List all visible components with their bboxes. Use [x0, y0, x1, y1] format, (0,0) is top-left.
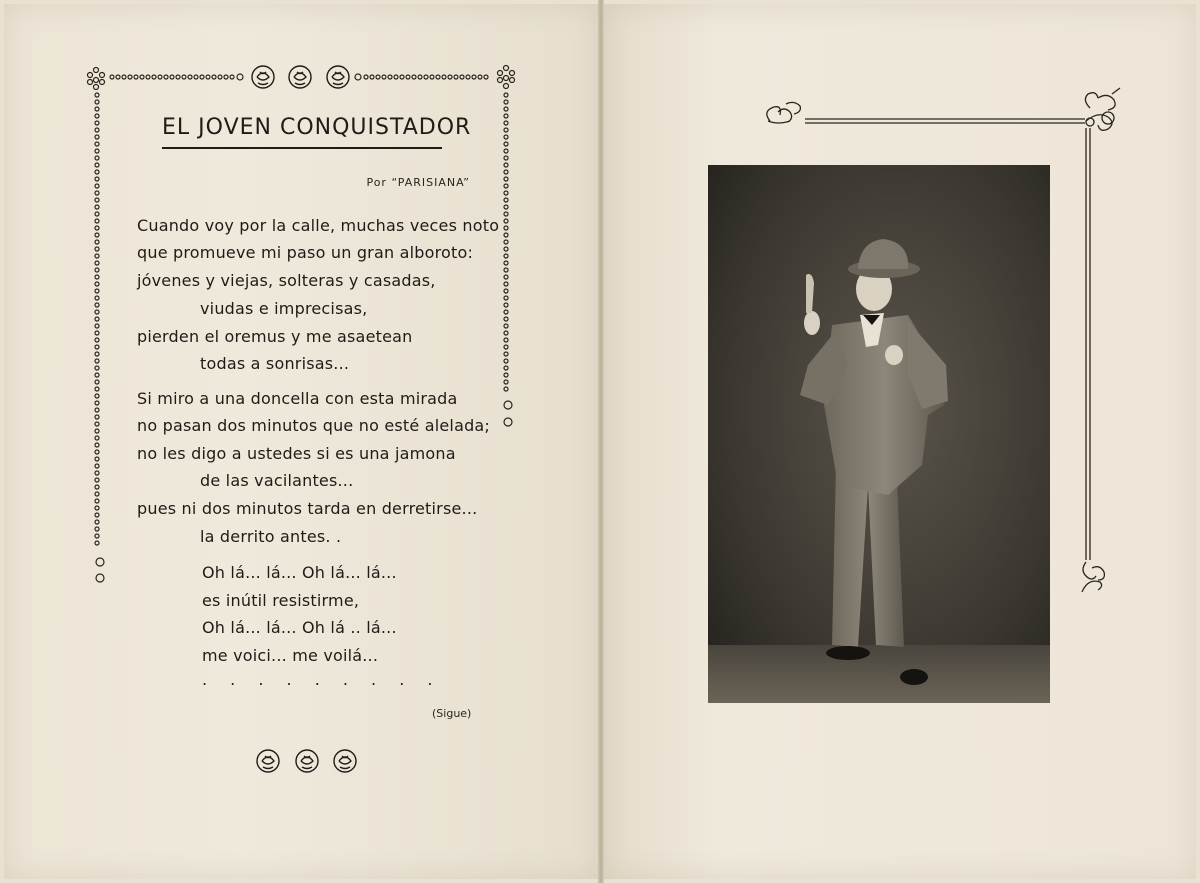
flourish-top-right-icon	[1085, 88, 1120, 130]
poem-line: viudas e imprecisas,	[200, 299, 368, 318]
flourish-top-left-icon	[767, 102, 801, 123]
flourish-bottom-right-icon	[1082, 562, 1104, 592]
poem-line: Cuando voy por la calle, muchas veces noto	[137, 216, 500, 235]
continue-note: (Sigue)	[432, 707, 472, 720]
poem-line: jóvenes y viejas, solteras y casadas,	[137, 271, 436, 290]
refrain-line: me voici... me voilá...	[202, 646, 379, 665]
ellipsis-row: . . . . . . . . .	[202, 670, 442, 689]
poem-line: no les digo a ustedes si es una jamona	[137, 444, 456, 463]
poem-line: todas a sonrisas...	[200, 354, 350, 373]
refrain-line: es inútil resistirme,	[202, 591, 360, 610]
portrait-photo	[708, 165, 1050, 703]
poem-line: Si miro a una doncella con esta mirada	[137, 389, 458, 408]
poem-line: pierden el oremus y me asaetean	[137, 327, 413, 346]
poem-title: EL JOVEN CONQUISTADOR	[162, 115, 472, 140]
poem-byline: Por “PARISIANA”	[366, 176, 470, 189]
refrain-line: Oh lá... lá... Oh lá .. lá...	[202, 618, 397, 637]
portrait-photo-image	[708, 165, 1050, 703]
refrain-line: Oh lá... lá... Oh lá... lá...	[202, 563, 397, 582]
poem-line: que promueve mi paso un gran alboroto:	[137, 243, 474, 262]
poem-line: no pasan dos minutos que no esté alelada;	[137, 416, 491, 435]
poem-line: la derrito antes. .	[200, 527, 342, 546]
poem-line: pues ni dos minutos tarda en derretirse...	[137, 499, 478, 518]
poem-line: de las vacilantes...	[200, 471, 354, 490]
